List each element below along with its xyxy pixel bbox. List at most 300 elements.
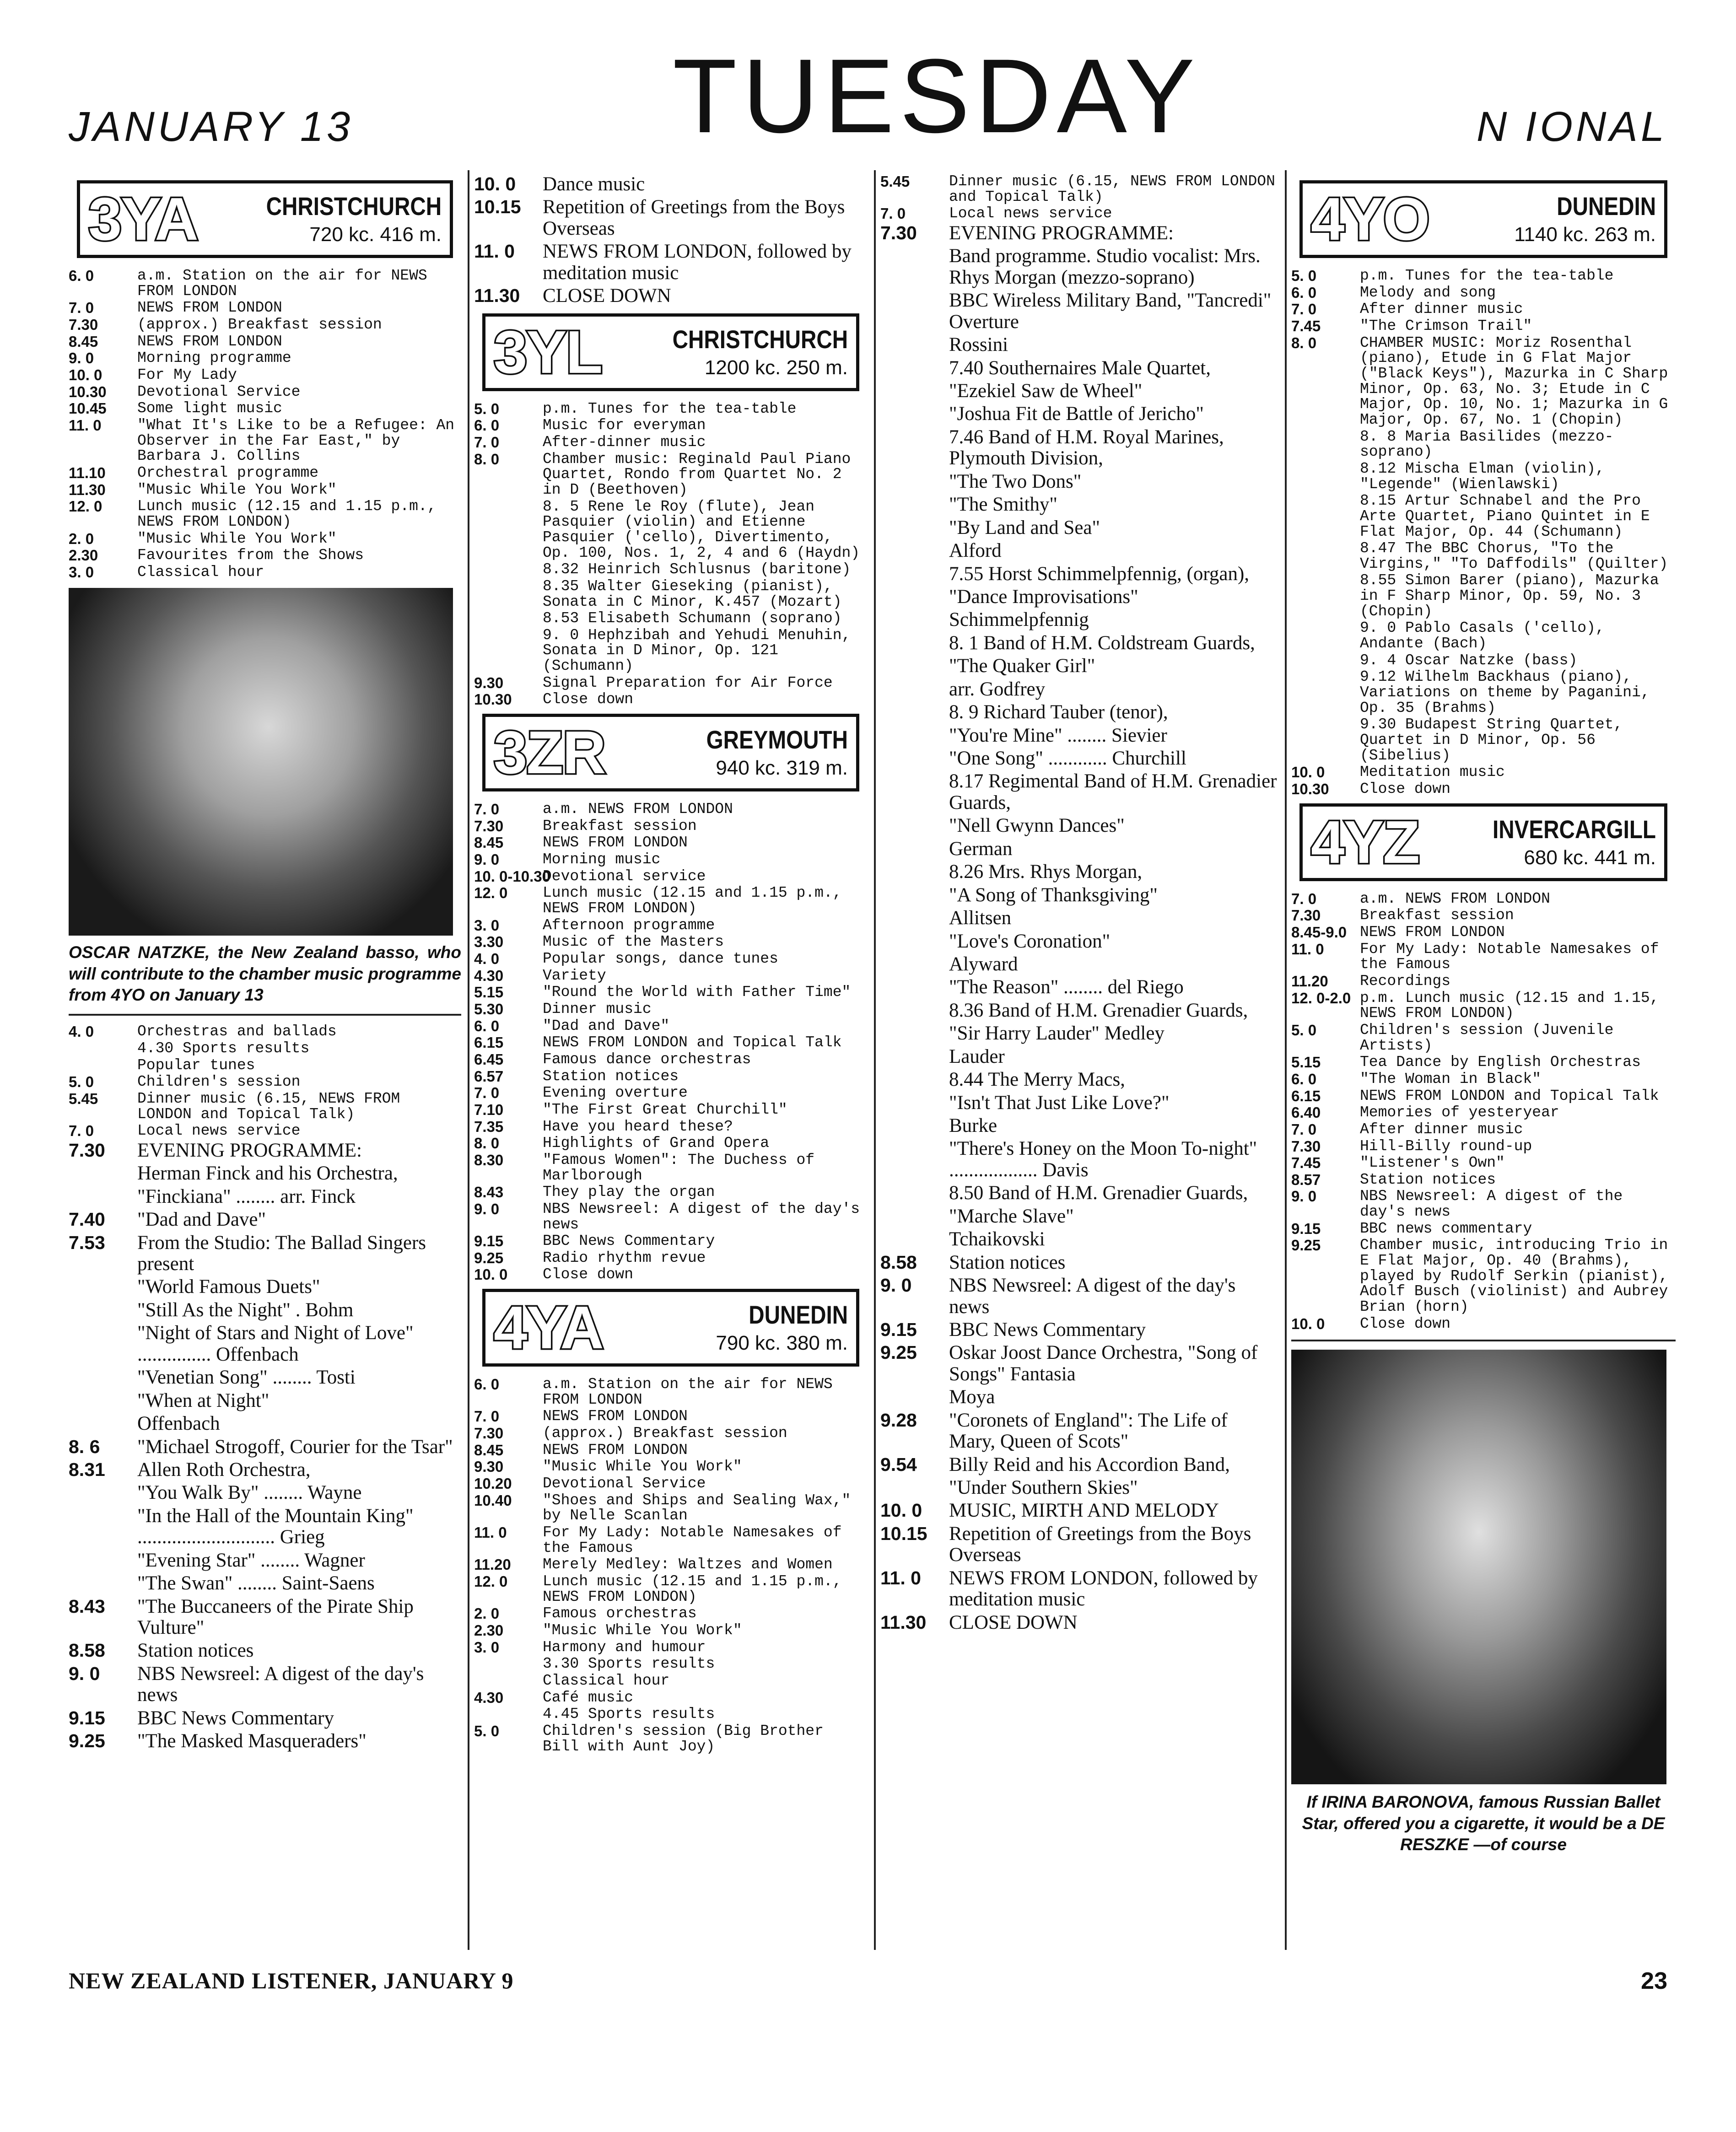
programme-entry [474, 885, 868, 916]
programme-title: 9. 0 Pablo Casals ('cello), Andante (Bach) [1360, 619, 1605, 652]
programme-time: 5. 0 [1291, 267, 1317, 284]
programme-title: "Still As the Night" . Bohm [137, 1299, 354, 1321]
programme-entry [69, 1140, 461, 1161]
programme-list [474, 401, 868, 707]
programme-title: NEWS FROM LONDON and Topical Talk [543, 1034, 842, 1051]
programme-title: For My Lady: Notable Namesakes of the Famous [1360, 940, 1659, 973]
programme-entry [69, 1596, 461, 1639]
programme-time: 10. 0 [69, 366, 102, 383]
programme-list [69, 1024, 461, 1139]
station-city: CHRISTCHURCH [672, 324, 848, 354]
programme-entry [880, 1206, 1278, 1227]
programme-entry [474, 285, 868, 307]
programme-entry [474, 1459, 868, 1475]
programme-entry [880, 1319, 1278, 1341]
programme-entry [880, 885, 1278, 906]
programme-title: "The Crimson Trail" [1360, 317, 1532, 334]
programme-entry [1291, 669, 1676, 716]
programme-title: 7.46 Band of H.M. Royal Marines, Plymouth Division, [949, 426, 1224, 469]
programme-entry [1291, 781, 1676, 797]
programme-title: Famous dance orchestras [543, 1050, 751, 1068]
programme-entry [474, 1152, 868, 1183]
programme-time [880, 954, 949, 975]
programme-entry [474, 1606, 868, 1621]
programme-entry [1291, 335, 1676, 428]
programme-time [474, 579, 543, 609]
programme-title: Popular songs, dance tunes [543, 950, 778, 967]
programme-entry [69, 1550, 461, 1571]
programme-title: NEWS FROM LONDON, followed by meditation music [949, 1567, 1258, 1610]
programme-entry [474, 435, 868, 450]
programme-title: 9.12 Wilhelm Backhaus (piano), Variations on theme by Paganini, Op. 35 (Brahms) [1360, 668, 1650, 716]
programme-title: "Michael Strogoff, Courier for the Tsar" [137, 1436, 453, 1458]
programme-entry [474, 1184, 868, 1200]
programme-title: 8.55 Simon Barer (piano), Mazurka in F Sharp Minor, Op. 59, No. 3 (Chopin) [1360, 572, 1659, 620]
programme-time [69, 1041, 137, 1056]
programme-title: 8.53 Elisabeth Schumann (soprano) [543, 610, 842, 627]
programme-time: 9.54 [880, 1454, 917, 1475]
programme-title: BBC News Commentary [543, 1233, 715, 1250]
programme-entry [880, 206, 1278, 221]
network-label: N IONAL [1476, 103, 1667, 150]
programme-entry [880, 771, 1278, 813]
programme-title: Variety [543, 967, 606, 984]
programme-time: 9. 0 [880, 1275, 912, 1296]
programme-title: After dinner music [1360, 1120, 1523, 1138]
programme-entry [880, 290, 1278, 333]
programme-time: 5.15 [1291, 1054, 1321, 1071]
programme-entry [69, 1390, 461, 1411]
programme-time: 7. 0 [474, 801, 500, 818]
programme-time: 10. 0 [880, 1500, 922, 1521]
programme-entry [880, 931, 1278, 952]
programme-entry [69, 334, 461, 350]
programme-title: "In the Hall of the Mountain King" ............................ Grieg [137, 1505, 414, 1548]
programme-time: 9.28 [880, 1409, 917, 1431]
programme-title: Favourites from the Shows [137, 547, 364, 564]
programme-title: "The Two Dons" [949, 470, 1082, 492]
programme-entry [880, 1500, 1278, 1521]
programme-entry [880, 517, 1278, 538]
programme-entry [474, 1409, 868, 1424]
programme-entry [880, 908, 1278, 929]
programme-title: Music for everyman [543, 417, 706, 434]
programme-entry [474, 1723, 868, 1754]
station-city: INVERCARGILL [1493, 814, 1656, 844]
programme-title: "Joshua Fit de Battle of Jericho" [949, 403, 1204, 425]
programme-time [880, 334, 949, 355]
programme-title: 9. 4 Oscar Natzke (bass) [1360, 651, 1578, 669]
programme-entry [474, 1052, 868, 1067]
programme-time [1291, 429, 1360, 460]
programme-entry [474, 1085, 868, 1101]
programme-entry [474, 579, 868, 609]
programme-entry [474, 1656, 868, 1672]
programme-time: 7.45 [1291, 1154, 1321, 1172]
programme-time [880, 1183, 949, 1204]
programme-title: 8.47 The BBC Chorus, "To the Virgins," "To Daffodils" (Quilter) [1360, 540, 1668, 572]
programme-title: CLOSE DOWN [949, 1611, 1078, 1633]
programme-entry [1291, 653, 1676, 668]
programme-time [69, 1186, 137, 1207]
programme-title: p.m. Tunes for the tea-table [1360, 267, 1614, 284]
programme-time: 8. 0 [474, 1135, 500, 1152]
programme-time [880, 1138, 949, 1181]
programme-time [880, 908, 949, 929]
programme-entry [880, 1410, 1278, 1453]
programme-entry [474, 968, 868, 984]
programme-title: Children's session [137, 1073, 301, 1091]
programme-entry [1291, 908, 1676, 923]
programme-title: 8.36 Band of H.M. Grenadier Guards, [949, 999, 1248, 1021]
programme-title: "Sir Harry Lauder" Medley [949, 1023, 1165, 1044]
programme-entry [1291, 1088, 1676, 1104]
programme-entry [474, 951, 868, 967]
programme-entry [69, 1058, 461, 1073]
programme-entry [880, 1046, 1278, 1067]
programme-time [880, 679, 949, 700]
programme-title: Breakfast session [1360, 907, 1514, 924]
programme-time [474, 1673, 543, 1689]
programme-entry [880, 1069, 1278, 1090]
programme-time [1291, 573, 1360, 619]
programme-title: a.m. Station on the air for NEWS FROM LONDON [543, 1376, 833, 1408]
programme-entry [69, 1640, 461, 1661]
programme-title: 8.50 Band of H.M. Grenadier Guards, [949, 1182, 1248, 1204]
programme-title: After dinner music [1360, 301, 1523, 318]
programme-time [880, 1046, 949, 1067]
programme-entry [1291, 318, 1676, 334]
programme-title: Allen Roth Orchestra, [137, 1459, 311, 1481]
programme-entry [880, 748, 1278, 769]
programme-title: "The Buccaneers of the Pirate Ship Vulture" [137, 1595, 414, 1638]
programme-entry [1291, 717, 1676, 763]
programme-entry [880, 246, 1278, 288]
programme-time [1291, 493, 1360, 539]
programme-time: 6. 0 [474, 1376, 500, 1393]
programme-time [69, 1550, 137, 1571]
programme-title: They play the organ [543, 1184, 715, 1201]
programme-title: Orchestral programme [137, 464, 319, 481]
programme-title: Lunch music (12.15 and 1.15 p.m., NEWS FROM LONDON) [543, 884, 842, 917]
programme-entry [474, 197, 868, 239]
programme-time: 2.30 [69, 547, 98, 564]
programme-time: 6. 0 [474, 1017, 500, 1034]
advertisement-caption: If IRINA BARONOVA, famous Russian Ballet Star, offered you a cigarette, it would be a DE RESZKE —of course [1302, 1793, 1665, 1854]
programme-entry [1291, 1055, 1676, 1070]
programme-time [474, 1707, 543, 1722]
programme-entry [474, 1377, 868, 1407]
programme-time [880, 1023, 949, 1044]
programme-title: Merely Medley: Waltzes and Women [543, 1556, 833, 1573]
programme-time [69, 1367, 137, 1388]
programme-title: "One Song" ............ Churchill [949, 748, 1186, 770]
programme-title: Dance music [543, 174, 645, 195]
programme-title: a.m. NEWS FROM LONDON [543, 801, 733, 818]
programme-title: "Under Southern Skies" [949, 1477, 1138, 1499]
programme-time: 6.15 [1291, 1087, 1321, 1104]
programme-title: 8.26 Mrs. Rhys Morgan, [949, 861, 1143, 883]
programme-entry [880, 1023, 1278, 1044]
programme-time [1291, 461, 1360, 492]
programme-entry [1291, 991, 1676, 1021]
programme-title: German [949, 838, 1013, 860]
programme-entry [474, 852, 868, 867]
programme-title: 3.30 Sports results [543, 1655, 715, 1673]
programme-time: 5. 0 [69, 1073, 94, 1091]
programme-entry [69, 1323, 461, 1365]
station-frequency: 790 kc. 380 m. [716, 1332, 848, 1355]
programme-title: 8. 8 Maria Basilides (mezzo-soprano) [1360, 428, 1614, 461]
programme-time [880, 471, 949, 492]
programme-title: Offenbach [137, 1413, 220, 1435]
programme-title: Morning programme [137, 350, 291, 367]
programme-time: 3. 0 [69, 563, 94, 581]
programme-title: 8.15 Artur Schnabel and the Pro Arte Quartet, Piano Quintet in E Flat Major, Op. 44 (Schumann) [1360, 492, 1650, 540]
programme-title: Music of the Masters [543, 933, 724, 951]
programme-title: "Listener's Own" [1360, 1154, 1505, 1172]
programme-time [69, 1482, 137, 1503]
programme-title: NBS Newsreel: A digest of the day's news [1360, 1188, 1623, 1221]
column-3 [880, 174, 1278, 1949]
programme-entry [69, 482, 461, 498]
programme-title: Station notices [543, 1067, 679, 1085]
programme-time [474, 611, 543, 626]
programme-time: 6.40 [1291, 1104, 1321, 1121]
programme-title: "By Land and Sea" [949, 517, 1100, 538]
programme-time: 3.30 [474, 933, 504, 951]
programme-entry [474, 1673, 868, 1689]
programme-title: 9. 0 Hephzibah and Yehudi Menuhin, Sonata in D Minor, Op. 121 (Schumann) [543, 626, 851, 675]
programme-time [69, 1276, 137, 1298]
programme-entry [880, 564, 1278, 585]
programme-entry [474, 1557, 868, 1572]
programme-time [880, 381, 949, 402]
programme-entry [474, 418, 868, 433]
programme-entry [1291, 541, 1676, 571]
programme-time [1291, 541, 1360, 571]
programme-entry [69, 1186, 461, 1207]
station-header-3zr [482, 714, 859, 791]
programme-title: Close down [1360, 1315, 1451, 1332]
programme-title: NBS Newsreel: A digest of the day's news [543, 1200, 860, 1233]
programme-entry [1291, 1172, 1676, 1188]
station-logo: 4YA [494, 1294, 603, 1362]
programme-time [880, 1000, 949, 1021]
programme-title: NEWS FROM LONDON [137, 333, 282, 350]
programme-time: 8.30 [474, 1151, 504, 1168]
programme-title: Repetition of Greetings from the Boys Overseas [949, 1523, 1251, 1566]
programme-entry [69, 465, 461, 481]
programme-time: 9.25 [474, 1249, 504, 1266]
programme-title: "What It's Like to be a Refugee: An Observer in the Far East," by Barbara J. Collins [137, 416, 455, 465]
programme-title: Lunch music (12.15 and 1.15 p.m., NEWS FROM LONDON) [137, 498, 437, 530]
programme-title: Devotional Service [137, 383, 301, 400]
programme-time: 11. 0 [474, 1524, 507, 1541]
programme-time: 2. 0 [69, 530, 94, 547]
programme-time: 10.20 [474, 1475, 512, 1492]
programme-time [880, 725, 949, 746]
programme-entry [1291, 573, 1676, 619]
programme-title: Allitsen [949, 907, 1012, 929]
photo-oscar-natzke [69, 588, 453, 936]
programme-title: Classical hour [543, 1672, 670, 1689]
column-1 [69, 174, 461, 1949]
programme-time: 7. 0 [69, 299, 94, 317]
programme-entry [474, 1426, 868, 1441]
programme-entry [69, 1163, 461, 1184]
programme-time [880, 748, 949, 769]
programme-title: "The Reason" ........ del Riego [949, 976, 1184, 998]
programme-entry [1291, 1155, 1676, 1171]
programme-title: BBC Wireless Military Band, "Tancredi" Overture [949, 290, 1272, 333]
programme-time: 8.45 [474, 834, 504, 851]
programme-entry [474, 818, 868, 834]
programme-list [1291, 891, 1676, 1332]
programme-time: 8.58 [69, 1640, 105, 1661]
programme-entry [880, 815, 1278, 836]
programme-time: 6.57 [474, 1067, 504, 1085]
programme-title: "Dad and Dave" [543, 1017, 670, 1034]
programme-entry [69, 1209, 461, 1230]
programme-list [880, 174, 1278, 221]
programme-time: 9.15 [1291, 1220, 1321, 1237]
programme-entry [69, 418, 461, 464]
programme-entry [474, 985, 868, 1000]
programme-entry [1291, 429, 1676, 460]
programme-time [880, 771, 949, 813]
programme-time: 8.45 [474, 1441, 504, 1459]
programme-title: NBS Newsreel: A digest of the day's news [949, 1275, 1236, 1318]
programme-time: 9. 0 [69, 1663, 100, 1684]
programme-entry [880, 427, 1278, 469]
programme-time [69, 1413, 137, 1434]
page-number: 23 [1641, 1968, 1667, 1994]
evening-programme [880, 223, 1278, 1633]
programme-title: 8.17 Regimental Band of H.M. Grenadier Guards, [949, 770, 1277, 813]
programme-entry [1291, 1023, 1676, 1053]
programme-title: Local news service [137, 1122, 301, 1140]
programme-time [880, 1069, 949, 1090]
station-logo: 4YO [1311, 185, 1429, 253]
programme-entry [69, 1041, 461, 1056]
programme-entry [69, 367, 461, 383]
programme-title: "Music While You Work" [137, 481, 337, 498]
programme-time [880, 1229, 949, 1250]
programme-time: 10.30 [69, 383, 107, 400]
programme-title: For My Lady [137, 366, 237, 383]
programme-entry [474, 1623, 868, 1638]
programme-entry [69, 1091, 461, 1122]
programme-time [880, 587, 949, 608]
programme-time [880, 633, 949, 654]
programme-title: Dinner music (6.15, NEWS FROM LONDON and Topical Talk) [137, 1090, 400, 1123]
photo-caption: OSCAR NATZKE, the New Zealand basso, who will contribute to the chamber music programme from 4YO on January 13 [69, 943, 461, 1004]
programme-title: "World Famous Duets" [137, 1276, 320, 1298]
programme-time [880, 564, 949, 585]
programme-title: 8. 1 Band of H.M. Coldstream Guards, [949, 632, 1255, 654]
programme-entry [880, 381, 1278, 402]
programme-time: 9. 0 [474, 1200, 500, 1217]
programme-time [69, 1506, 137, 1548]
programme-title: "A Song of Thanksgiving" [949, 884, 1158, 906]
programme-entry [880, 839, 1278, 860]
programme-entry [880, 954, 1278, 975]
programme-title: "Finckiana" ........ arr. Finck [137, 1185, 356, 1207]
programme-time: 8.58 [880, 1251, 917, 1273]
programme-title: Popular tunes [137, 1056, 255, 1074]
programme-entry [474, 174, 868, 195]
programme-entry [1291, 493, 1676, 539]
programme-time: 7.40 [69, 1209, 105, 1230]
programme-entry [69, 1664, 461, 1706]
programme-entry [880, 702, 1278, 723]
programme-time [474, 1656, 543, 1672]
programme-entry [880, 679, 1278, 700]
programme-entry [474, 1525, 868, 1556]
programme-entry [880, 587, 1278, 608]
programme-title: Alford [949, 540, 1002, 562]
programme-title: arr. Godfrey [949, 678, 1046, 700]
programme-time: 12. 0 [474, 884, 508, 902]
programme-time: 7. 0 [69, 1122, 94, 1140]
programme-entry [1291, 1221, 1676, 1237]
programme-entry [880, 609, 1278, 630]
page-date: JANUARY 13 [69, 103, 354, 150]
programme-entry [1291, 268, 1676, 284]
programme-entry [69, 1573, 461, 1594]
programme-title: "Coronets of England": The Life of Mary, Queen of Scots" [949, 1409, 1228, 1453]
programme-title: Tea Dance by English Orchestras [1360, 1054, 1641, 1071]
programme-entry [880, 977, 1278, 998]
programme-title: Café music [543, 1689, 634, 1706]
programme-title: NEWS FROM LONDON [137, 299, 282, 317]
programme-title: NEWS FROM LONDON and Topical Talk [1360, 1087, 1659, 1104]
programme-time: 10.45 [69, 400, 107, 417]
programme-time: 7.35 [474, 1118, 504, 1135]
programme-entry [880, 1275, 1278, 1318]
programme-time [880, 702, 949, 723]
programme-time: 10. 0 [1291, 764, 1325, 781]
programme-title: BBC News Commentary [137, 1707, 334, 1729]
programme-title: Have you heard these? [543, 1118, 733, 1135]
programme-time: 10.15 [474, 196, 521, 218]
programme-entry [69, 565, 461, 580]
programme-title: Meditation music [1360, 764, 1505, 781]
programme-time: 10. 0 [474, 174, 516, 194]
programme-entry [69, 300, 461, 316]
programme-title: Lunch music (12.15 and 1.15 p.m., NEWS FROM LONDON) [543, 1573, 842, 1605]
programme-time [880, 861, 949, 883]
programme-entry [880, 1252, 1278, 1273]
programme-entry [1291, 1122, 1676, 1137]
programme-time: 5.30 [474, 1000, 504, 1018]
station-frequency: 720 kc. 416 m. [309, 223, 442, 246]
programme-time: 9.15 [474, 1233, 504, 1250]
programme-time: 4.30 [474, 1689, 504, 1706]
programme-entry [69, 1233, 461, 1275]
programme-title: "Love's Coronation" [949, 930, 1111, 952]
programme-time: 6. 0 [69, 267, 94, 284]
programme-entry [474, 241, 868, 284]
programme-entry [69, 548, 461, 563]
divider [69, 1014, 461, 1016]
programme-entry [880, 725, 1278, 746]
programme-entry [474, 452, 868, 498]
programme-title: Highlights of Grand Opera [543, 1135, 770, 1152]
station-city: CHRISTCHURCH [266, 192, 442, 221]
programme-entry [1291, 974, 1676, 989]
